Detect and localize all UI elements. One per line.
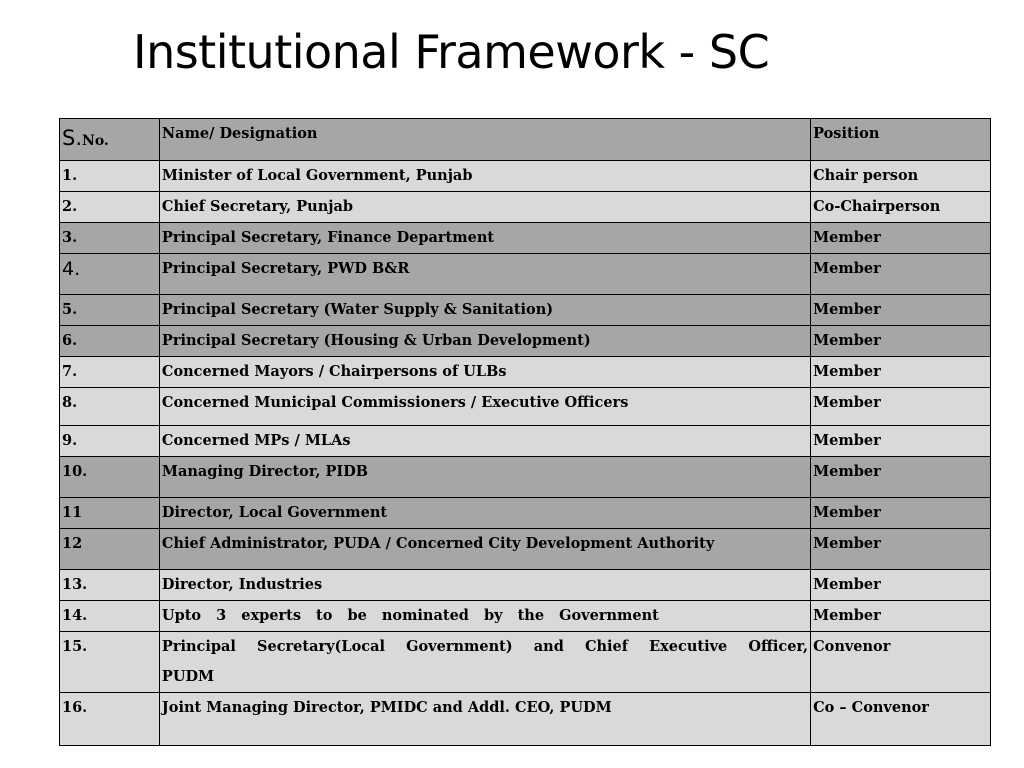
row-sno-text: 4. xyxy=(62,258,81,280)
row-sno: 6. xyxy=(60,326,160,357)
row-name: Concerned Municipal Commissioners / Executive Officers xyxy=(159,388,810,426)
table-row xyxy=(60,357,991,388)
row-name: Minister of Local Government, Punjab xyxy=(159,161,810,192)
row-name: Principal Secretary, Finance Department xyxy=(159,223,810,254)
row-sno: 15. xyxy=(60,632,160,693)
row-position: Member xyxy=(811,457,991,498)
row-name: Chief Administrator, PUDA / Concerned City Development Authority xyxy=(159,529,810,570)
row-position: Member xyxy=(811,254,991,295)
row-position: Member xyxy=(811,357,991,388)
table-row xyxy=(60,426,991,457)
header-sno-s: S. xyxy=(62,126,83,150)
row-name: Concerned Mayors / Chairpersons of ULBs xyxy=(159,357,810,388)
row-name: Joint Managing Director, PMIDC and Addl. CEO, PUDM xyxy=(159,693,810,746)
header-sno-no: No. xyxy=(82,133,109,149)
row-position: Member xyxy=(811,388,991,426)
row-sno: 2. xyxy=(60,192,160,223)
table-row xyxy=(60,601,991,632)
row-sno: 14. xyxy=(60,601,160,632)
table-row xyxy=(60,529,991,570)
row-sno: 16. xyxy=(60,693,160,746)
row-sno: 12 xyxy=(60,529,160,570)
row-position: Member xyxy=(811,529,991,570)
row-sno: 8. xyxy=(60,388,160,426)
slide-title: Institutional Framework - SC xyxy=(133,25,770,79)
row-name: Upto 3 experts to be nominated by the Government xyxy=(159,601,810,632)
row-position: Member xyxy=(811,498,991,529)
row-sno: 7. xyxy=(60,357,160,388)
row-position: Member xyxy=(811,570,991,601)
table-row xyxy=(60,161,991,192)
row-name: Principal Secretary(Local Government) and Chief Executive Officer, PUDM xyxy=(159,632,810,693)
table-header-row xyxy=(60,119,991,161)
row-position: Co-Chairperson xyxy=(811,192,991,223)
row-position: Member xyxy=(811,223,991,254)
row-sno: 13. xyxy=(60,570,160,601)
table-row xyxy=(60,457,991,498)
row-position: Co – Convenor xyxy=(811,693,991,746)
row-position: Member xyxy=(811,295,991,326)
table-row xyxy=(60,254,991,295)
row-name: Director, Industries xyxy=(159,570,810,601)
row-position: Member xyxy=(811,601,991,632)
row-sno: 11 xyxy=(60,498,160,529)
row-position: Chair person xyxy=(811,161,991,192)
row-name: Chief Secretary, Punjab xyxy=(159,192,810,223)
table-row xyxy=(60,192,991,223)
row-position: Convenor xyxy=(811,632,991,693)
framework-table xyxy=(59,118,991,746)
table-row xyxy=(60,326,991,357)
table-row xyxy=(60,570,991,601)
table-row xyxy=(60,632,991,693)
table-row xyxy=(60,388,991,426)
table-row xyxy=(60,223,991,254)
header-position: Position xyxy=(811,119,991,161)
row-sno: 10. xyxy=(60,457,160,498)
header-name: Name/ Designation xyxy=(159,119,810,161)
row-sno: 3. xyxy=(60,223,160,254)
row-position: Member xyxy=(811,326,991,357)
row-position: Member xyxy=(811,426,991,457)
row-name: Managing Director, PIDB xyxy=(159,457,810,498)
table-row xyxy=(60,498,991,529)
row-name: Director, Local Government xyxy=(159,498,810,529)
table-row xyxy=(60,295,991,326)
header-sno xyxy=(60,119,160,161)
row-name: Principal Secretary, PWD B&R xyxy=(159,254,810,295)
row-sno xyxy=(60,254,160,295)
row-sno: 9. xyxy=(60,426,160,457)
row-name: Principal Secretary (Water Supply & Sanitation) xyxy=(159,295,810,326)
table-row xyxy=(60,693,991,746)
row-name: Principal Secretary (Housing & Urban Development) xyxy=(159,326,810,357)
row-sno: 1. xyxy=(60,161,160,192)
row-name: Concerned MPs / MLAs xyxy=(159,426,810,457)
row-sno: 5. xyxy=(60,295,160,326)
